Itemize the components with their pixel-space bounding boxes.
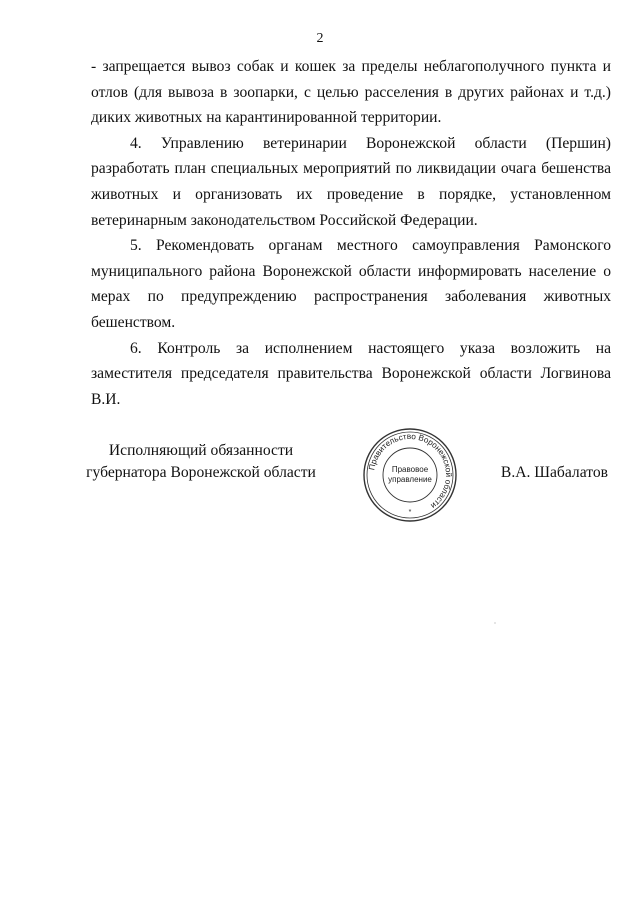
- signer-name: В.А. Шабалатов: [500, 464, 608, 481]
- signer-position-line2: губернатора Воронежской области: [86, 464, 316, 481]
- paragraph-item-4: 4. Управлению ветеринарии Воронежской области (Першин) разработать план специальных мероприятий по ликвидации очага бешенства животных и организовать их проведение в порядке, установленном ветеринарным законодательством Российской Федерации.: [91, 134, 611, 229]
- seal-inner-line2: управление: [388, 475, 432, 484]
- signer-position: [86, 440, 316, 484]
- seal-star: *: [408, 509, 412, 516]
- scan-artifact: [494, 622, 496, 624]
- paragraph-item-5: 5. Рекомендовать органам местного самоуправления Рамонского муниципального района Воронежской области информировать население о мерах по предупреждению распространения заболевания животных бешенством.: [91, 237, 611, 331]
- signature-block: [0, 440, 640, 540]
- paragraph-prohibition: - запрещается вывоз собак и кошек за пределы неблагополучного пункта и отлов (для вывоза в зоопарки, с целью расселения в других районах и т.д.) диких животных на карантинированной территории.: [91, 58, 611, 127]
- seal-inner-line1: Правовое: [391, 465, 429, 474]
- paragraph-item-6: 6. Контроль за исполнением настоящего указа возложить на заместителя председателя правительства Воронежской области Логвинова В.И.: [91, 339, 611, 408]
- official-seal: [360, 425, 460, 525]
- seal-outer-text: Правительство Воронежской области: [367, 431, 454, 511]
- page-number: 2: [316, 31, 324, 46]
- document-body: [91, 54, 611, 412]
- signer-position-line1: Исполняющий обязанности: [108, 442, 294, 459]
